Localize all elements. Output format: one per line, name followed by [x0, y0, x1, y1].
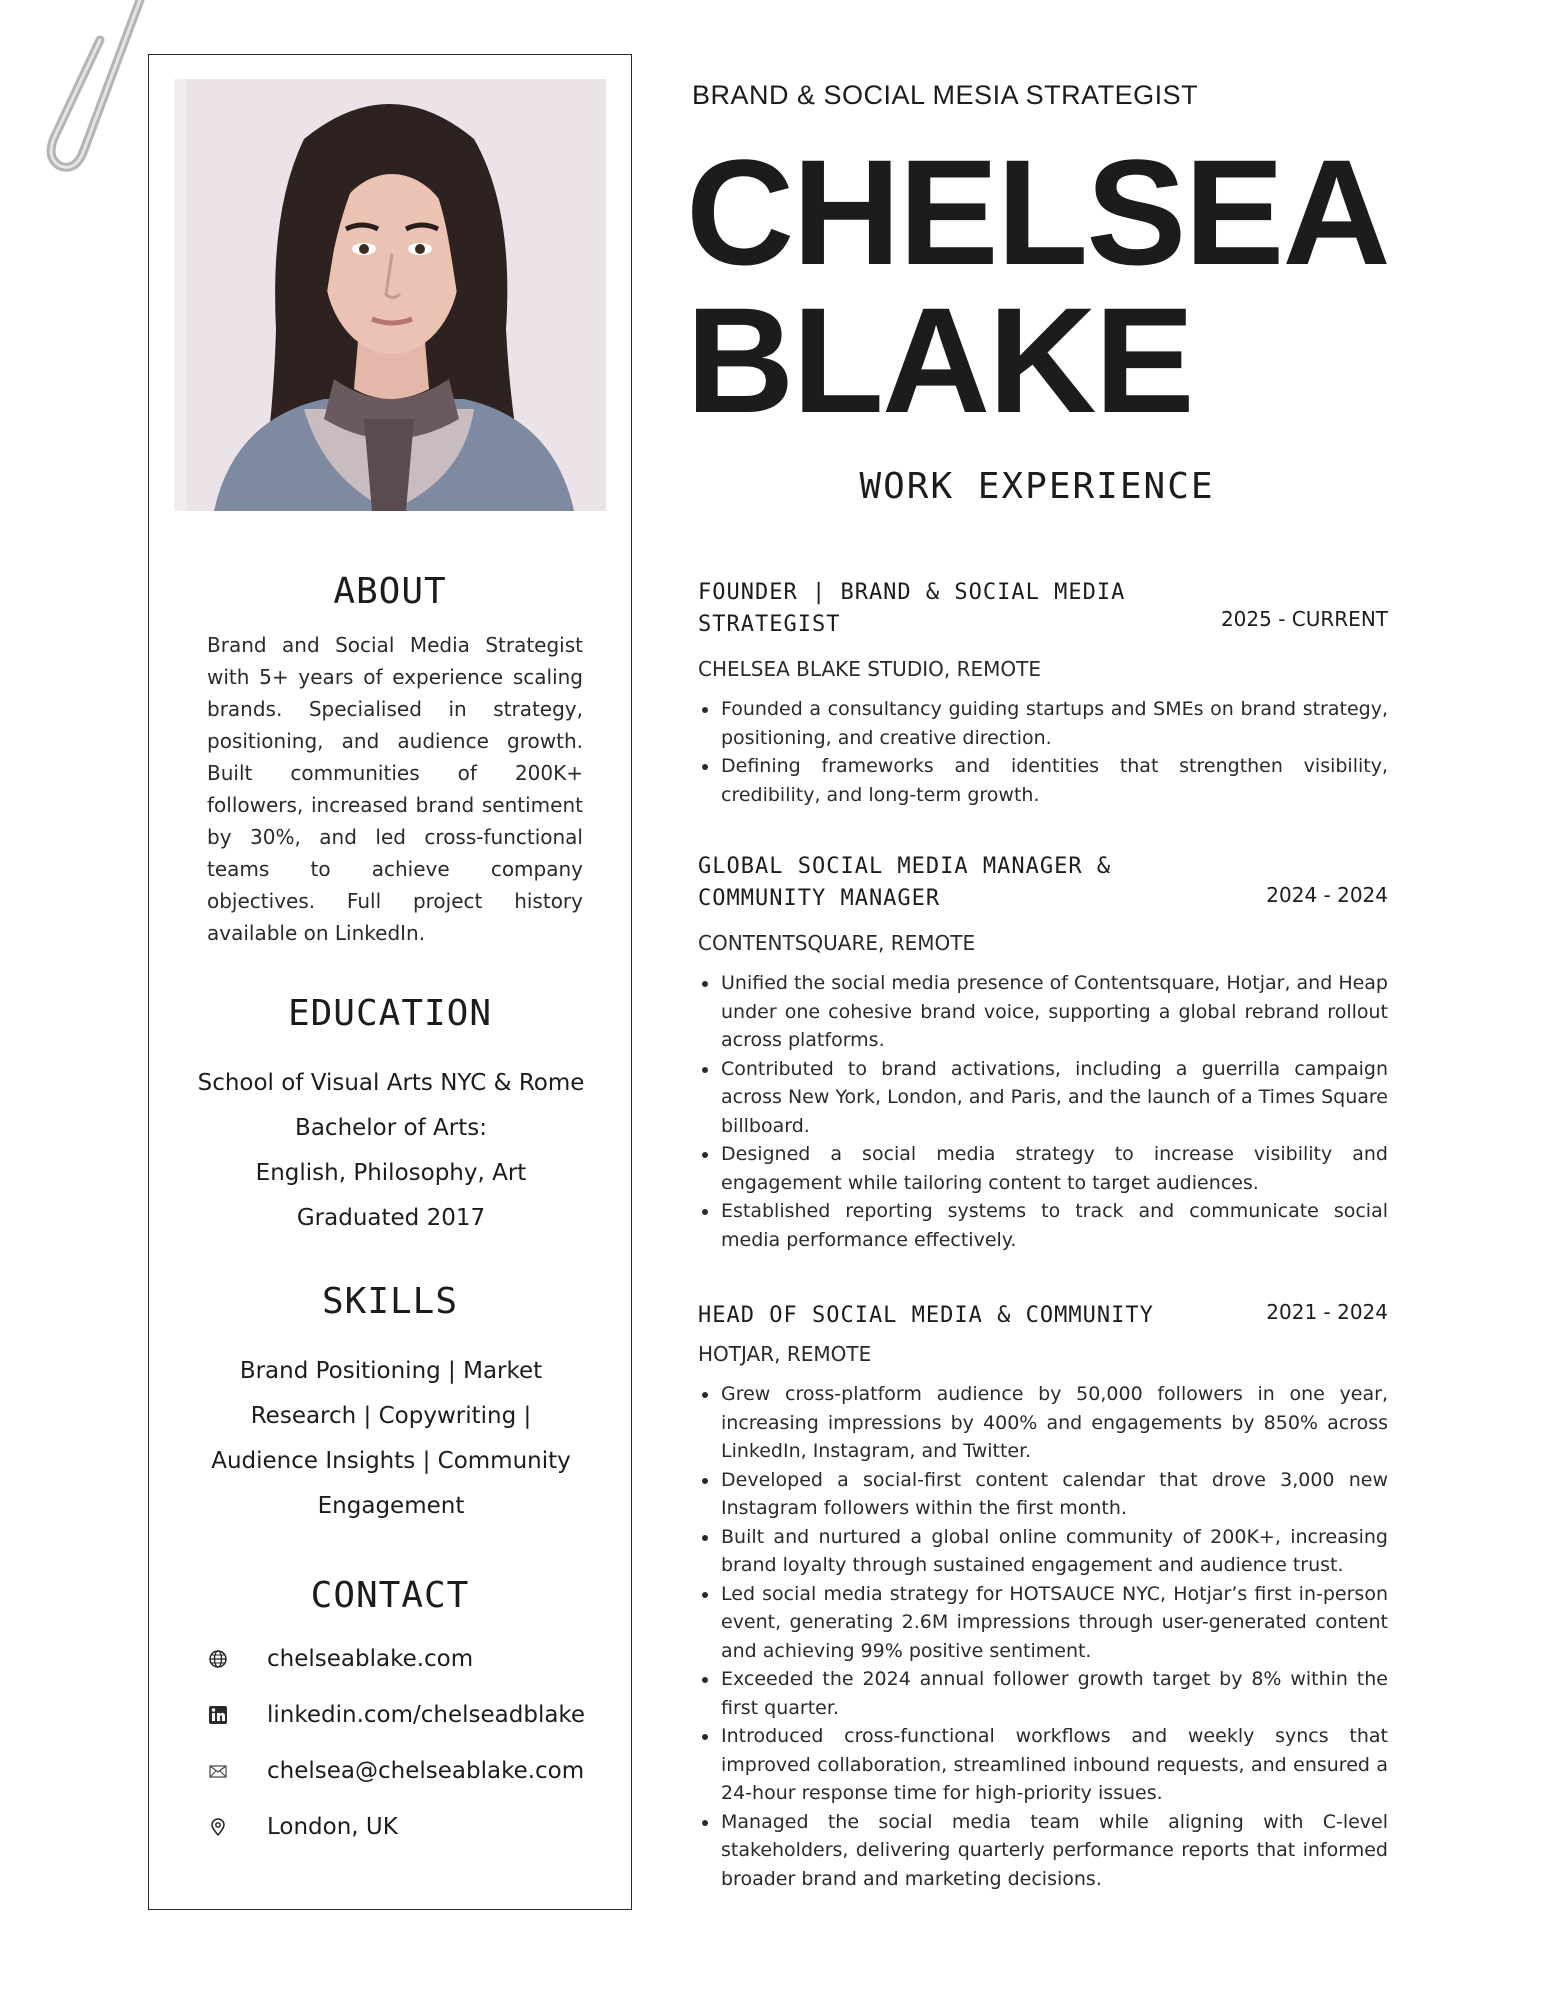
contact-linkedin-text: linkedin.com/chelseadblake — [267, 1702, 586, 1728]
job-bullet: • Built and nurtured a global online community of 200K+, increasing brand loyalty through sustained engagement and audience trust. — [720, 1523, 1388, 1580]
portrait-image — [174, 79, 606, 511]
job-company: CONTENTSQUARE, REMOTE — [698, 931, 976, 955]
job-bullets — [698, 1380, 1388, 1893]
job-entry — [698, 1300, 1388, 1893]
linkedin-icon — [207, 1704, 229, 1726]
about-text: Brand and Social Media Strategist with 5+ years of experience scaling brands. Specialised in strategy, positioning, and audience growth. Built communities of 200K+ followers, increased brand sentiment by 30%, and led cross-functional teams to achieve company objectives. Full project history available on LinkedIn. — [207, 633, 583, 945]
skills-line: Research | Copywriting | — [250, 1403, 532, 1429]
job-bullet: • Unified the social media presence of Contentsquare, Hotjar, and Heap under one cohesive brand voice, supporting a global rebrand rollout across platforms. — [720, 969, 1388, 1055]
profile-photo — [174, 79, 606, 511]
job-bullet: • Grew cross-platform audience by 50,000 followers in one year, increasing impressions by 400% and engagements by 850% across LinkedIn, Instagram, and Twitter. — [720, 1380, 1388, 1466]
job-bullet: • Contributed to brand activations, including a guerrilla campaign across New York, London, and Paris, and the launch of a Times Square billboard. — [720, 1055, 1388, 1141]
job-company: HOTJAR, REMOTE — [698, 1342, 872, 1366]
job-entry — [698, 577, 1388, 809]
job-bullet: • Developed a social-first content calendar that drove 3,000 new Instagram followers within the first month. — [720, 1466, 1388, 1523]
job-title — [698, 851, 1168, 915]
education-details — [189, 1061, 593, 1241]
job-title-line: HEAD OF SOCIAL MEDIA & COMMUNITY — [698, 1303, 1154, 1328]
sidebar-panel — [148, 54, 632, 1910]
job-title-line: STRATEGIST — [698, 612, 841, 637]
contact-website-text: chelseablake.com — [267, 1646, 474, 1672]
job-bullet: • Defining frameworks and identities that strengthen visibility, credibility, and long-term growth. — [720, 752, 1388, 809]
job-subtitle: BRAND & SOCIAL MESIA STRATEGIST — [692, 80, 1199, 110]
job-bullet: • Led social media strategy for HOTSAUCE NYC, Hotjar’s first in-person event, generating 2.6M impressions through user-generated content and achieving 99% positive sentiment. — [720, 1580, 1388, 1666]
job-bullets — [698, 695, 1388, 809]
job-bullet: • Designed a social media strategy to increase visibility and engagement while tailoring content to target audiences. — [720, 1140, 1388, 1197]
candidate-name — [686, 128, 1389, 444]
education-graduated: Graduated 2017 — [296, 1205, 486, 1231]
job-bullet: • Managed the social media team while aligning with C-level stakeholders, delivering quarterly performance reports that informed broader brand and marketing decisions. — [720, 1808, 1388, 1894]
about-heading: ABOUT — [333, 571, 447, 612]
education-heading: EDUCATION — [287, 993, 493, 1034]
contact-website[interactable] — [207, 1639, 617, 1679]
job-dates: 2021 - 2024 — [1266, 1300, 1388, 1324]
job-bullet: • Exceeded the 2024 annual follower growth target by 8% within the first quarter. — [720, 1665, 1388, 1722]
globe-icon — [207, 1648, 229, 1670]
location-pin-icon — [207, 1816, 229, 1838]
job-dates: 2024 - 2024 — [1266, 883, 1388, 907]
job-company: CHELSEA BLAKE STUDIO, REMOTE — [698, 657, 1041, 681]
skills-line: Brand Positioning | Market — [239, 1358, 543, 1384]
job-bullet: • Introduced cross-functional workflows and weekly syncs that improved collaboration, streamlined inbound requests, and ensured a 24-hour response time for high-priority issues. — [720, 1722, 1388, 1808]
education-school: School of Visual Arts NYC & Rome — [197, 1070, 585, 1096]
job-title — [698, 1300, 1168, 1332]
contact-email-text: chelsea@chelseablake.com — [267, 1758, 585, 1784]
contact-heading: CONTACT — [310, 1575, 470, 1616]
job-title-line: COMMUNITY MANAGER — [698, 886, 941, 911]
contact-email[interactable] — [207, 1751, 617, 1791]
skills-heading: SKILLS — [321, 1281, 459, 1322]
job-entry — [698, 851, 1388, 1254]
first-name: CHELSEA — [686, 128, 1389, 296]
education-degree: Bachelor of Arts: — [295, 1115, 487, 1141]
job-dates: 2025 - CURRENT — [1220, 607, 1388, 631]
mail-icon — [207, 1760, 229, 1782]
job-bullets — [698, 969, 1388, 1254]
job-bullet: • Established reporting systems to track and communicate social media performance effectively. — [720, 1197, 1388, 1254]
job-title-line: GLOBAL SOCIAL MEDIA MANAGER & — [698, 854, 1112, 879]
last-name: BLAKE — [686, 276, 1193, 444]
contact-linkedin[interactable] — [207, 1695, 617, 1735]
job-title-line: FOUNDER | BRAND & SOCIAL MEDIA — [698, 580, 1126, 605]
job-bullet: • Founded a consultancy guiding startups and SMEs on brand strategy, positioning, and creative direction. — [720, 695, 1388, 752]
work-experience-heading: WORK EXPERIENCE — [859, 466, 1215, 507]
job-title — [698, 577, 1168, 641]
skills-list — [189, 1349, 593, 1529]
contact-location — [207, 1807, 617, 1847]
contact-location-text: London, UK — [267, 1814, 398, 1840]
paperclip-decoration — [22, 0, 152, 190]
education-subjects: English, Philosophy, Art — [255, 1160, 527, 1186]
skills-line: Engagement — [317, 1493, 465, 1519]
skills-line: Audience Insights | Community — [211, 1448, 571, 1474]
